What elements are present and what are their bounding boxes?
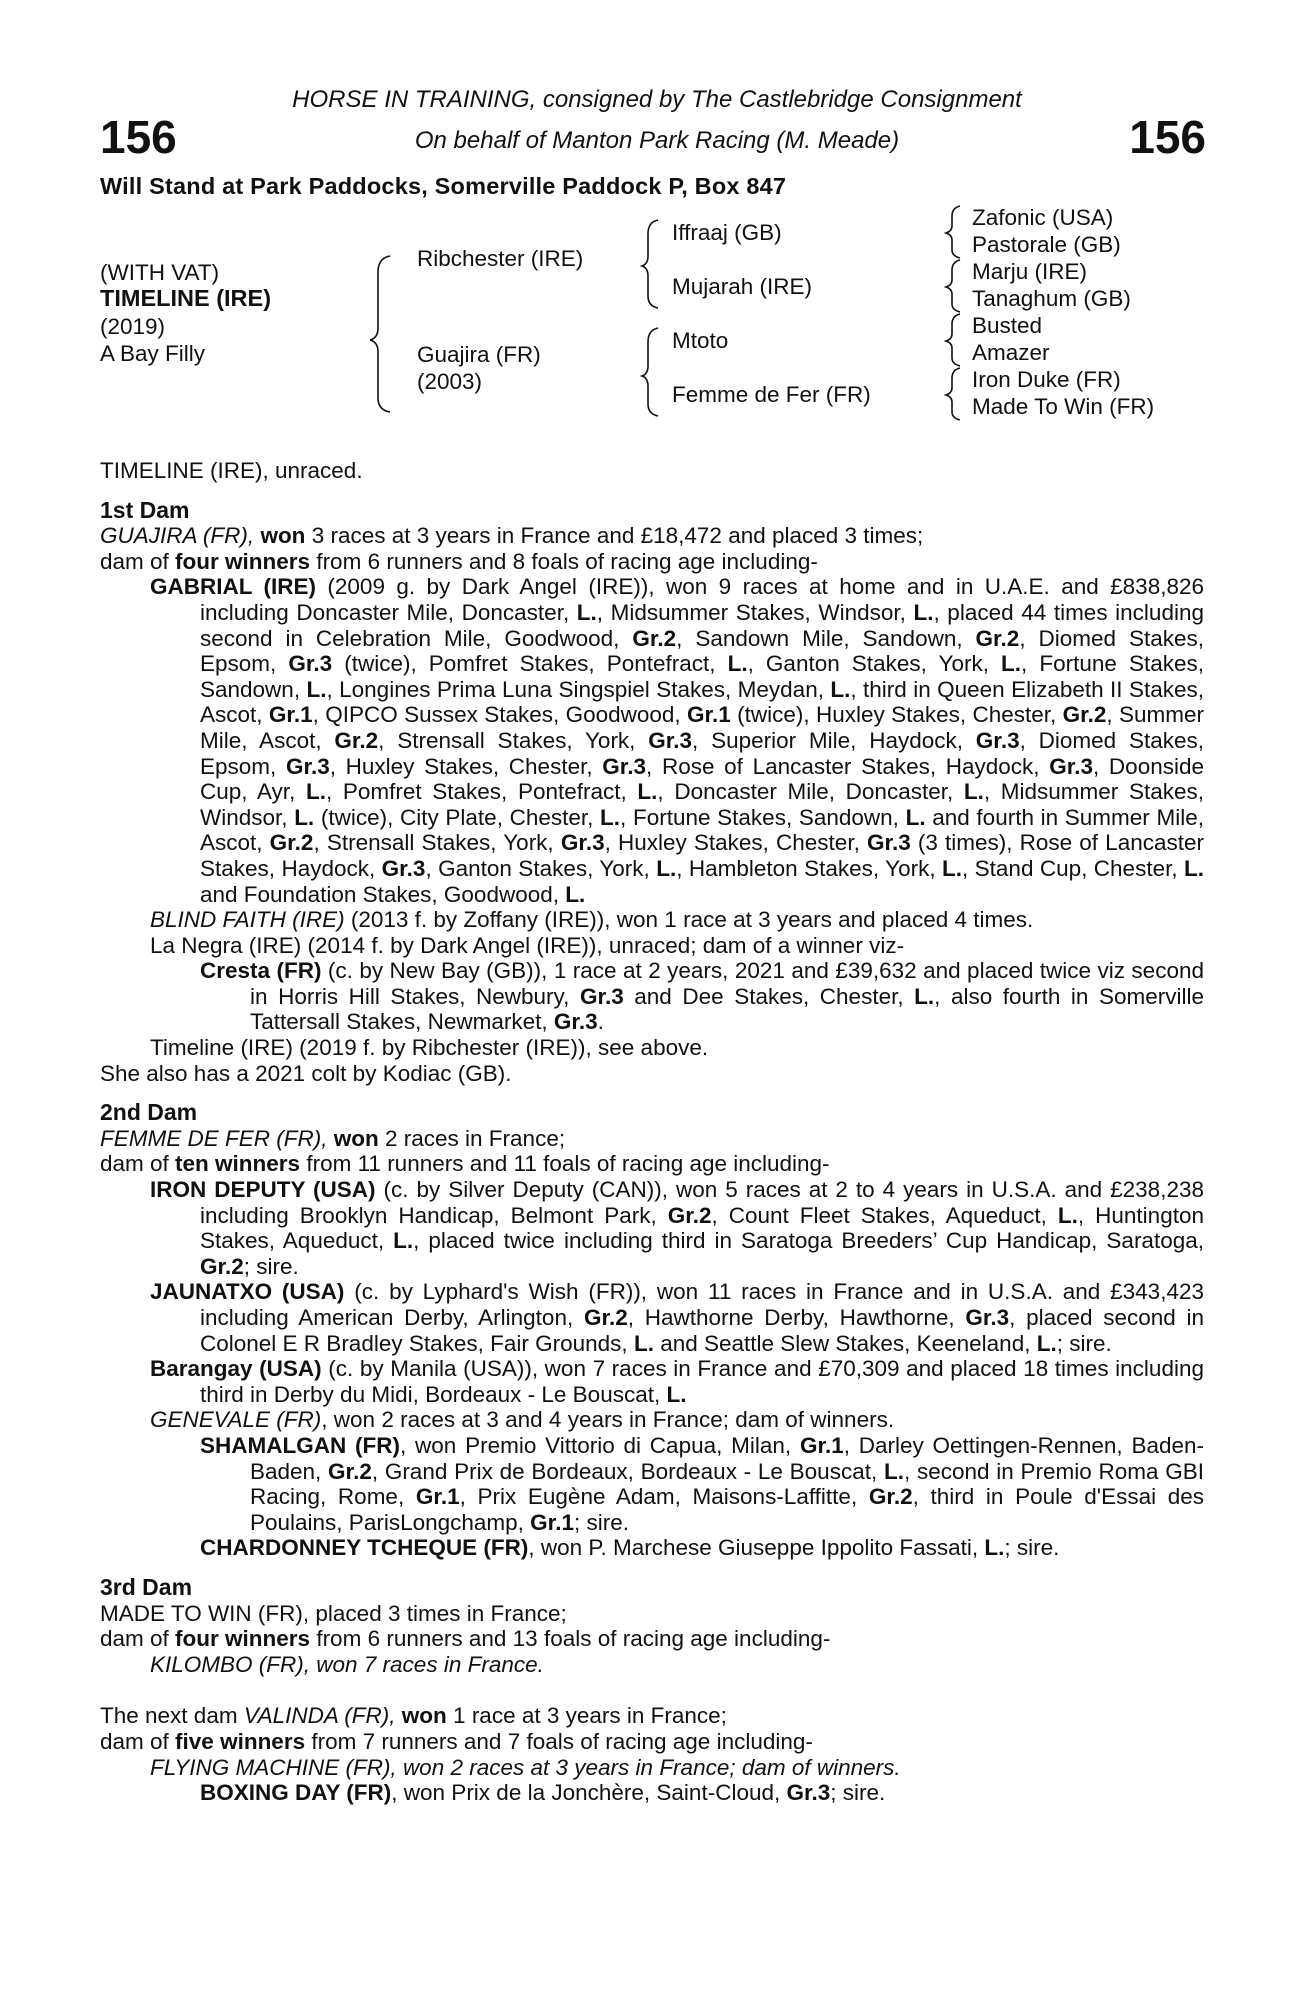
chardonney-name: CHARDONNEY TCHEQUE (FR) [200, 1535, 529, 1561]
iron-deputy-name: IRON DEPUTY (USA) [150, 1177, 376, 1203]
produce-gabrial [100, 574, 1204, 907]
next-dam-intro: The next dam [100, 1703, 244, 1729]
blind-faith-name: BLIND FAITH (IRE) [150, 907, 345, 933]
produce-prefix: dam of [100, 548, 176, 574]
produce-prefix: dam of [100, 1728, 176, 1754]
boxing-day-name: BOXING DAY (FR) [200, 1780, 392, 1806]
won-label: won [260, 523, 306, 549]
cresta-text: (c. by New Bay (GB)), 1 race at 2 years, 2021 and £39,632 and placed twice viz second in Horris Hill Stakes, Newbury, Gr.3 and Dee Stakes, Chester, L., also fourth in Somerville Tattersall Stakes, Newmarket, Gr.3. [250, 958, 1204, 1035]
pedigree-table [0, 0, 1314, 430]
shamalgan-text: , won Premio Vittorio di Capua, Milan, Gr.1, Darley Oettingen-Rennen, Baden-Baden, Gr.2, Grand Prix de Bordeaux, Bordeaux - Le Bouscat, L., second in Premio Roma GBI Racing, Rome, Gr.1, Prix Eugène Adam, Maisons-Laffitte, Gr.2, third in Poule d'Essai des Poulains, ParisLongchamp, Gr.1; sire. [250, 1432, 1204, 1535]
second-dam-record [100, 1126, 1204, 1152]
third-dam-section [100, 1575, 1204, 1677]
pedigree-ggs-4: Tanaghum (GB) [972, 286, 1131, 311]
pedigree-ggs-8: Made To Win (FR) [972, 394, 1155, 419]
produce-winners: four winners [175, 548, 311, 574]
produce-blind-faith [100, 907, 1204, 933]
first-dam-record [100, 523, 1204, 549]
pedigree-ggs-5: Busted [972, 313, 1043, 338]
first-dam-heading: 1st Dam [100, 496, 190, 523]
cresta-name: Cresta (FR) [200, 958, 322, 984]
horse-year: (2019) [100, 314, 166, 339]
pedigree-grandsire-1: Iffraaj (GB) [672, 220, 782, 245]
pedigree-brackets [0, 0, 1314, 430]
horse-name: TIMELINE (IRE) [100, 285, 272, 311]
fourth-dam-record-text: 1 race at 3 years in France; [446, 1703, 727, 1729]
pedigree-grandsire-2: Mtoto [672, 328, 729, 353]
pedigree-ggs-1: Zafonic (USA) [972, 205, 1114, 230]
pedigree-sire: Ribchester (IRE) [417, 246, 584, 271]
first-dam-name: GUAJIRA (FR), [100, 523, 255, 549]
produce-cresta [100, 958, 1204, 1035]
lot-number-right: 156 [1129, 111, 1206, 163]
produce-prefix: dam of [100, 1626, 176, 1652]
produce-la-negra: La Negra (IRE) (2014 f. by Dark Angel (IRE)), unraced; dam of a winner viz- [150, 932, 905, 958]
produce-suffix: from 6 runners and 13 foals of racing age including- [310, 1626, 831, 1652]
produce-also: She also has a 2021 colt by Kodiac (GB). [100, 1060, 512, 1086]
second-dam-heading: 2nd Dam [100, 1099, 198, 1126]
shamalgan-name: SHAMALGAN (FR) [200, 1432, 400, 1458]
produce-winners: four winners [175, 1626, 311, 1652]
won-label: won [401, 1703, 447, 1729]
fourth-dam-section [100, 1703, 1204, 1805]
genevale-name: GENEVALE (FR) [150, 1407, 322, 1433]
produce-iron-deputy [100, 1177, 1204, 1279]
barangay-name: Barangay (USA) [150, 1356, 322, 1382]
third-dam-heading: 3rd Dam [100, 1573, 193, 1600]
pedigree-ggs-7: Iron Duke (FR) [972, 367, 1121, 392]
vendor-line: On behalf of Manton Park Racing (M. Meade) [414, 127, 900, 154]
produce-flying-machine: FLYING MACHINE (FR), won 2 races at 3 years in France; dam of winners. [150, 1754, 901, 1780]
blind-faith-text: (2013 f. by Zoffany (IRE)), won 1 race at 3 years and placed 4 times. [344, 907, 1034, 933]
jaunatxo-name: JAUNATXO (USA) [150, 1279, 345, 1305]
second-dam-produce [100, 1151, 1204, 1177]
gabrial-name: GABRIAL (IRE) [150, 574, 316, 600]
horse-description: A Bay Filly [100, 341, 206, 366]
won-label: won [333, 1125, 379, 1151]
fourth-dam-name: VALINDA (FR), [243, 1703, 396, 1729]
produce-kilombo: KILOMBO (FR), won 7 races in France. [150, 1651, 544, 1677]
boxing-day-text: , won Prix de la Jonchère, Saint-Cloud, Gr.3; sire. [391, 1780, 886, 1806]
pedigree-ggs-3: Marju (IRE) [972, 259, 1088, 284]
produce-winners: ten winners [175, 1151, 301, 1177]
consignment-line: HORSE IN TRAINING, consigned by The Castlebridge Consignment [292, 86, 1022, 113]
pedigree-dam: Guajira (FR) [417, 342, 541, 367]
fourth-dam-produce [100, 1729, 1204, 1755]
pedigree-ggs-6: Amazer [972, 340, 1050, 365]
stand-location: Will Stand at Park Paddocks, Somerville Paddock P, Box 847 [100, 173, 787, 199]
produce-timeline: Timeline (IRE) (2019 f. by Ribchester (IRE)), see above. [150, 1035, 709, 1061]
produce-jaunatxo [100, 1279, 1204, 1356]
pedigree-granddam-1: Mujarah (IRE) [672, 274, 813, 299]
second-dam-record-text: 2 races in France; [378, 1125, 566, 1151]
produce-prefix: dam of [100, 1151, 176, 1177]
iron-deputy-text: (c. by Silver Deputy (CAN)), won 5 races at 2 to 4 years in U.S.A. and £238,238 including Brooklyn Handicap, Belmont Park, Gr.2, Count Fleet Stakes, Aqueduct, L., Huntington Stakes, Aqueduct, L., placed twice including third in Saratoga Breeders’ Cup Handicap, Saratoga, Gr.2; sire. [200, 1177, 1204, 1279]
second-dam-name: FEMME DE FER (FR), [100, 1125, 328, 1151]
lot-number-left: 156 [100, 111, 177, 163]
gabrial-text: (2009 g. by Dark Angel (IRE)), won 9 races at home and in U.A.E. and £838,826 including Doncaster Mile, Doncaster, L., Midsummer Stakes, Windsor, L., placed 44 times including second in Celebration Mile, Goodwood, Gr.2, Sandown Mile, Sandown, Gr.2, Diomed Stakes, Epsom, Gr.3 (twice), Pomfret Stakes, Pontefract, L., Ganton Stakes, York, L., Fortune Stakes, Sandown, L., Longines Prima Luna Singspiel Stakes, Meydan, L., third in Queen Elizabeth II Stakes, Ascot, Gr.1, QIPCO Sussex Stakes, Goodwood, Gr.1 (twice), Huxley Stakes, Chester, Gr.2, Summer Mile, Ascot, Gr.2, Strensall Stakes, York, Gr.3, Superior Mile, Haydock, Gr.3, Diomed Stakes, Epsom, Gr.3, Huxley Stakes, Chester, Gr.3, Rose of Lancaster Stakes, Haydock, Gr.3, Doonside Cup, Ayr, L., Pomfret Stakes, Pontefract, L., Doncaster Mile, Doncaster, L., Midsummer Stakes, Windsor, L. (twice), City Plate, Chester, L., Fortune Stakes, Sandown, L. and fourth in Summer Mile, Ascot, Gr.2, Strensall Stakes, York, Gr.3, Huxley Stakes, Chester, Gr.3 (3 times), Rose of Lancaster Stakes, Haydock, Gr.3, Ganton Stakes, York, L., Hambleton Stakes, York, L., Stand Cup, Chester, L. and Foundation Stakes, Goodwood, L. [200, 574, 1205, 907]
second-dam-section [100, 1100, 1204, 1561]
produce-chardonney [100, 1535, 1204, 1561]
horse-vat: (WITH VAT) [100, 260, 220, 285]
third-dam-produce [100, 1626, 1204, 1652]
produce-genevale [100, 1407, 1204, 1433]
first-dam-record-text: 3 races at 3 years in France and £18,472 and placed 3 times; [305, 523, 924, 549]
genevale-text: , won 2 races at 3 and 4 years in France; dam of winners. [321, 1407, 895, 1433]
produce-boxing-day [100, 1780, 1204, 1806]
third-dam-record: MADE TO WIN (FR), placed 3 times in France; [100, 1600, 567, 1626]
first-dam-section [100, 498, 1204, 1087]
first-dam-produce [100, 549, 1204, 575]
jaunatxo-text: (c. by Lyphard's Wish (FR)), won 11 races in France and in U.S.A. and £343,423 including American Derby, Arlington, Gr.2, Hawthorne Derby, Hawthorne, Gr.3, placed second in Colonel E R Bradley Stakes, Fair Grounds, L. and Seattle Slew Stakes, Keeneland, L.; sire. [200, 1279, 1204, 1356]
produce-suffix: from 11 runners and 11 foals of racing age including- [300, 1151, 830, 1177]
pedigree-granddam-2: Femme de Fer (FR) [672, 382, 871, 407]
produce-barangay [100, 1356, 1204, 1407]
barangay-text: (c. by Manila (USA)), won 7 races in France and £70,309 and placed 18 times including third in Derby du Midi, Bordeaux - Le Bouscat, L. [200, 1356, 1204, 1407]
produce-shamalgan [100, 1433, 1204, 1535]
race-summary: TIMELINE (IRE), unraced. [100, 458, 363, 483]
fourth-dam-record [100, 1703, 1204, 1729]
chardonney-text: , won P. Marchese Giuseppe Ippolito Fassati, L.; sire. [528, 1535, 1060, 1561]
produce-suffix: from 7 runners and 7 foals of racing age including- [305, 1728, 813, 1754]
catalogue-body [100, 458, 1204, 1806]
pedigree-ggs-2: Pastorale (GB) [972, 232, 1121, 257]
produce-suffix: from 6 runners and 8 foals of racing age including- [310, 548, 818, 574]
produce-winners: five winners [175, 1728, 306, 1754]
pedigree-dam-year: (2003) [417, 369, 483, 394]
